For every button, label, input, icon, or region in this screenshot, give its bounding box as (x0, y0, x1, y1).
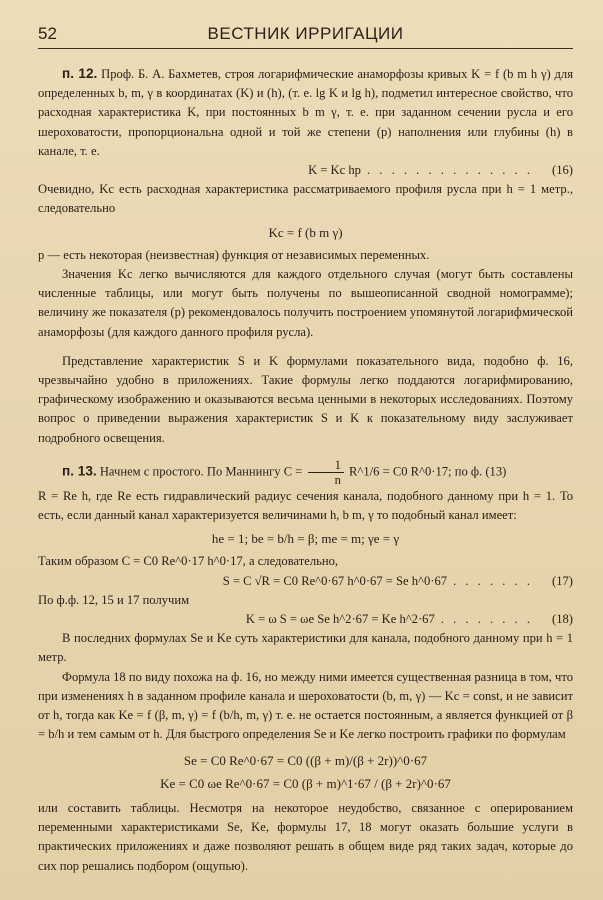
section-13-paragraph-3: По ф.ф. 12, 15 и 17 получим (38, 592, 190, 607)
equation-18-number: (18) (552, 612, 573, 627)
equation-17-dots: . . . . . . . (453, 573, 533, 588)
equation-substitution-formula: he = 1; be = b/h = β; me = m; γe = γ (211, 531, 400, 547)
section-13-paragraph-1: R = Re h, где Re есть гидравлический радиус сечения канала, подобного данному при h = 1. То есть, если данный канал характеризуется величинами h, b m, γ то подобный канал имеет: (38, 488, 573, 523)
section-12-paragraph-2: Очевидно, Kc есть расходная характеристика рассматриваемого профиля русла при h = 1 метр., следовательно (38, 182, 573, 216)
equation-se (38, 751, 573, 770)
section-13-paragraph-2: Таким образом C = C0 Re^0·17 h^0·17, а следовательно, (38, 554, 339, 569)
equation-16 (38, 161, 573, 180)
manning-fraction-bottom: n (334, 472, 341, 487)
equation-17-formula: S = C √R = C0 Re^0·67 h^0·67 = Se h^0·67 (222, 573, 448, 588)
page-number: 52 (38, 24, 57, 43)
section-13-line-1-formula: R^1/6 = C0 R^0·17; по ф. (13) (349, 464, 507, 479)
section-13-heading: п. 13. (62, 463, 97, 479)
page-body (38, 64, 573, 876)
equation-16-formula: K = Kc hp (308, 163, 361, 178)
section-13-line-1 (38, 458, 573, 487)
section-12-paragraph-4: Значения Kc легко вычисляются для каждого отдельного случая (могут быть составлены численные таблицы, или могут быть получены по вышеописанной сводной номограмме); величину же показателя (p) рекомендовалось получить построением упомянутой логарифмической анаморфозы (для каждого данного профиля русла). (38, 267, 573, 339)
page-header (38, 20, 573, 49)
equation-18 (38, 610, 573, 629)
equation-16-number: (16) (552, 163, 573, 178)
equation-17 (38, 572, 573, 591)
equation-16-dots: . . . . . . . . . . . . . . (366, 163, 533, 178)
equation-kc (38, 223, 573, 242)
equation-kc-formula: Kc = f (b m γ) (268, 224, 343, 240)
section-13-paragraph-5: Формула 18 по виду похожа на ф. 16, но между ними имеется существенная разница в том, что при изменениях h в заданном профиле канала и шероховатости (b, m, γ) — Kc = const, и не зависит от h, тогда как Ke = f (β, m, γ) = f (b/h, m, γ) т. е. не остается постоянным, а является функцией от β = b/h и тем самым от h. Для быстрого определения Se и Ke легко построить графики по формулам (38, 669, 573, 742)
section-13-line-1-text: Начнем с простого. По Маннингу C = (99, 464, 303, 479)
equation-substitution (38, 529, 573, 548)
equation-18-formula: K = ω S = ωe Se h^2·67 = Ke h^2·67 (245, 612, 435, 627)
equation-17-number: (17) (552, 573, 573, 588)
equation-se-formula: Se = C0 Re^0·67 = C0 ((β + m)/(β + 2r))^0·67 (183, 752, 428, 768)
section-12-paragraph-5: Представление характеристик S и K формулами показательного вида, подобно ф. 16, чрезвычайно удобно в приложениях. Такие формулы легко поддаются логарифмированию, графическому изображению и оказываются весьма ценными в некоторых исследованиях. Поэтому вопрос о приведении выражения характеристик S и K к показательному виду заслуживает подробного освещения. (38, 353, 573, 445)
section-12-heading: п. 12. (62, 66, 98, 81)
equation-18-dots: . . . . . . . . (440, 612, 533, 627)
journal-title: ВЕСТНИК ИРРИГАЦИИ (207, 24, 404, 43)
section-13-paragraph-4: В последних формулах Se и Ke суть характеристики для канала, подобного данному при h = 1 метр. (38, 631, 573, 665)
section-12-text-1: Проф. Б. А. Бахметев, строя логарифмические анаморфозы кривых K = f (b m h γ) для определенных b, m, γ в координатах (K) и (h), (т. е. lg K и lg h), подметил интересное свойство, что расходная характеристика K, при постоянных b m γ, т. е. при заданном сечении русла и его шероховатости, пропорциональна одной и той же степени (p) наполнения или глубины (h) в канале, т. е. (38, 67, 574, 158)
section-12-paragraph-1 (38, 64, 573, 161)
section-12-paragraph-3: p — есть некоторая (неизвестная) функция от независимых переменных. (38, 247, 430, 262)
equation-ke-formula: Ke = C0 ωe Re^0·67 = C0 (β + m)^1·67 / (β + 2r)^0·67 (160, 775, 451, 791)
manning-fraction (308, 458, 344, 487)
manning-fraction-top: 1 (308, 458, 344, 473)
section-13-paragraph-6: или составить таблицы. Несмотря на некоторое неудобство, связанное с оперированием переменными характеристиками Se, Ke, формулы 17, 18 могут оказать большие услуги в практических приложениях и даже позволяют решать в общем виде ряд таких задач, которые до сих пор решались подбором (ощупью). (38, 800, 573, 873)
equation-ke (38, 774, 573, 793)
